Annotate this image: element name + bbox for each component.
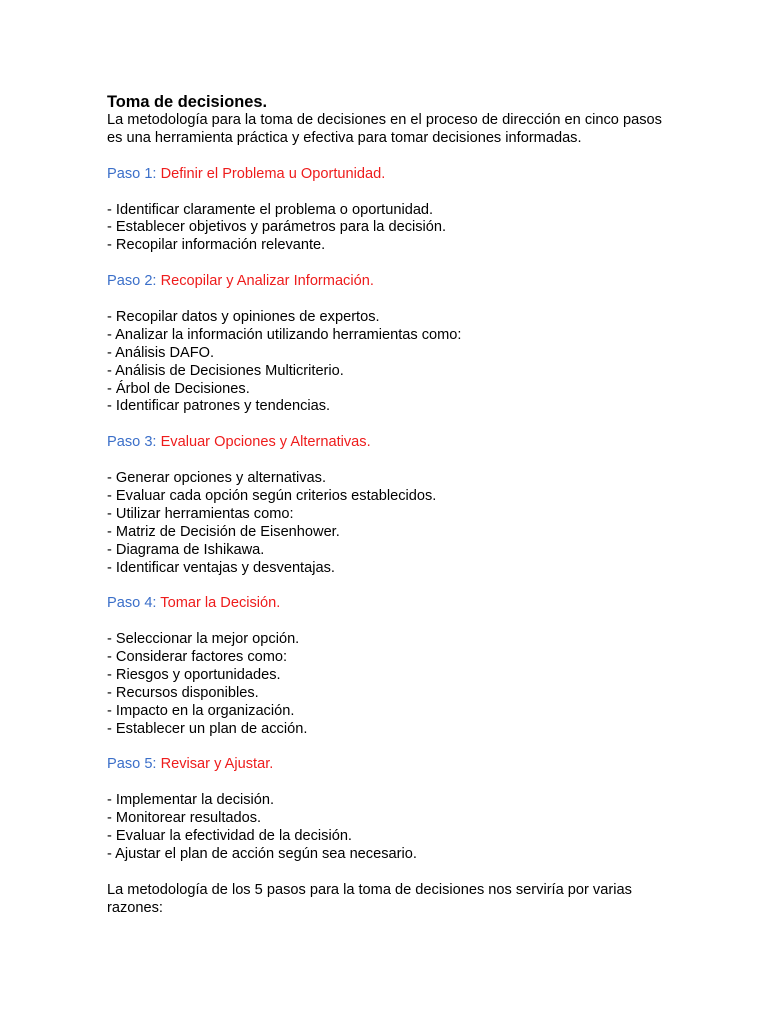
list-item: - Matriz de Decisión de Eisenhower. xyxy=(107,523,340,540)
step-heading-5 xyxy=(107,756,667,774)
step-heading-3 xyxy=(107,434,667,452)
closing-paragraph: La metodología de los 5 pasos para la toma de decisiones nos serviría por varias razones: xyxy=(107,881,632,916)
step-title: Definir el Problema u Oportunidad. xyxy=(160,165,386,182)
step-block-2 xyxy=(107,273,667,416)
list-item: - Impacto en la organización. xyxy=(107,702,295,719)
step-heading-2 xyxy=(107,273,667,291)
step-items-list xyxy=(107,792,667,864)
list-item: - Evaluar cada opción según criterios establecidos. xyxy=(107,487,437,504)
step-label: Paso 4: xyxy=(107,595,157,612)
step-title: Revisar y Ajustar. xyxy=(160,756,274,773)
list-item: - Recursos disponibles. xyxy=(107,684,259,701)
document-page xyxy=(107,92,667,918)
list-item: - Establecer un plan de acción. xyxy=(107,720,308,737)
step-title: Tomar la Decisión. xyxy=(160,595,281,612)
step-items-list xyxy=(107,202,667,256)
list-item: - Identificar ventajas y desventajas. xyxy=(107,559,335,576)
list-item: - Recopilar datos y opiniones de expertos. xyxy=(107,308,380,325)
list-item: - Riesgos y oportunidades. xyxy=(107,666,281,683)
list-item: - Implementar la decisión. xyxy=(107,792,275,809)
list-item: - Utilizar herramientas como: xyxy=(107,505,294,522)
intro-paragraph: La metodología para la toma de decisiones en el proceso de dirección en cinco pasos es una herramienta práctica y efectiva para tomar decisiones informadas. xyxy=(107,112,662,146)
step-heading-1 xyxy=(107,166,667,184)
step-label: Paso 1: xyxy=(107,165,157,182)
step-block-4 xyxy=(107,595,667,738)
list-item: - Monitorear resultados. xyxy=(107,810,262,827)
list-item: - Establecer objetivos y parámetros para la decisión. xyxy=(107,219,447,236)
list-item: - Diagrama de Ishikawa. xyxy=(107,541,265,558)
list-item: - Identificar claramente el problema o oportunidad. xyxy=(107,201,434,218)
step-heading-4 xyxy=(107,595,667,613)
list-item: - Analizar la información utilizando herramientas como: xyxy=(107,326,462,343)
step-title: Evaluar Opciones y Alternativas. xyxy=(160,434,371,451)
list-item: - Seleccionar la mejor opción. xyxy=(107,631,300,648)
list-item: - Ajustar el plan de acción según sea necesario. xyxy=(107,846,417,862)
step-title: Recopilar y Analizar Información. xyxy=(160,273,374,290)
list-item: - Considerar factores como: xyxy=(107,649,288,666)
list-item: - Identificar patrones y tendencias. xyxy=(107,398,331,415)
list-item: - Árbol de Decisiones. xyxy=(107,380,250,397)
step-items-list xyxy=(107,631,667,738)
step-items-list xyxy=(107,309,667,416)
step-label: Paso 2: xyxy=(107,273,157,290)
list-item: - Análisis DAFO. xyxy=(107,344,215,361)
step-items-list xyxy=(107,470,667,577)
list-item: - Evaluar la efectividad de la decisión. xyxy=(107,828,352,845)
document-title: Toma de decisiones. xyxy=(107,93,268,111)
step-block-5 xyxy=(107,756,667,863)
step-block-3 xyxy=(107,434,667,577)
list-item: - Análisis de Decisiones Multicriterio. xyxy=(107,362,344,379)
list-item: - Recopilar información relevante. xyxy=(107,237,326,254)
steps-container xyxy=(107,166,667,864)
step-block-1 xyxy=(107,166,667,256)
step-label: Paso 3: xyxy=(107,434,157,451)
list-item: - Generar opciones y alternativas. xyxy=(107,470,327,487)
step-label: Paso 5: xyxy=(107,756,157,773)
